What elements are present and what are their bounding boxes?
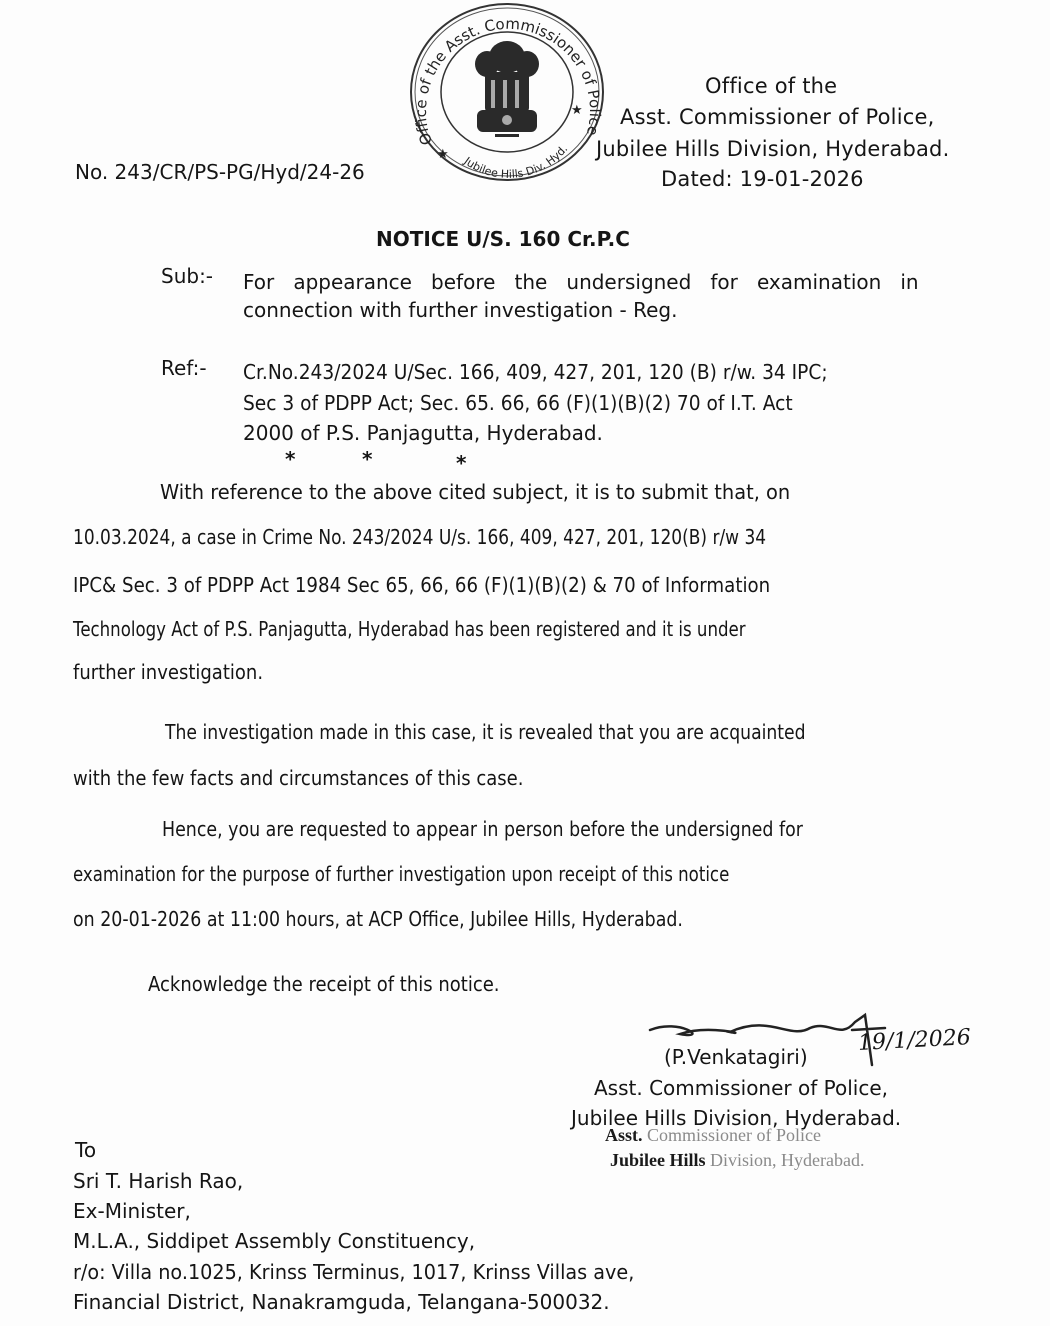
office-line-1: Office of the (705, 74, 838, 98)
svg-text:★: ★ (437, 147, 449, 162)
para3-line-2: examination for the purpose of further investigation upon receipt of this notice (73, 862, 730, 886)
recipient-line-3: M.L.A., Siddipet Assembly Constituency, (73, 1229, 476, 1253)
office-line-2: Asst. Commissioner of Police, (620, 105, 935, 129)
seal-outer-text: Office of the Asst. Commissioner of Police (411, 14, 605, 148)
separator-star-2: * (362, 447, 373, 471)
signatory-designation: Asst. Commissioner of Police, (594, 1076, 888, 1100)
separator-star-3: * (456, 451, 467, 475)
para1-line-4: Technology Act of P.S. Panjagutta, Hyderabad has been registered and it is under (73, 617, 746, 641)
dated: Dated: 19-01-2026 (661, 167, 864, 191)
ref-line-1: Cr.No.243/2024 U/Sec. 166, 409, 427, 201, 120 (B) r/w. 34 IPC; (243, 360, 828, 384)
para1-line-1: With reference to the above cited subject, it is to submit that, on (160, 480, 791, 504)
recipient-line-1: Sri T. Harish Rao, (73, 1169, 244, 1193)
office-line-3: Jubilee Hills Division, Hyderabad. (596, 137, 950, 161)
para1-line-5: further investigation. (73, 660, 264, 684)
para2-line-1: The investigation made in this case, it is revealed that you are acquainted (165, 720, 806, 744)
recipient-to: To (75, 1138, 97, 1162)
handwritten-date: 19/1/2026 (857, 1025, 972, 1056)
notice-title: NOTICE U/S. 160 Cr.P.C (376, 227, 630, 251)
ref-line-2: Sec 3 of PDPP Act; Sec. 65. 66, 66 (F)(1)(B)(2) 70 of I.T. Act (243, 391, 793, 415)
recipient-line-2: Ex-Minister, (73, 1199, 191, 1223)
acknowledge-line: Acknowledge the receipt of this notice. (148, 972, 500, 996)
signatory-division: Jubilee Hills Division, Hyderabad. (571, 1106, 902, 1130)
para3-line-1: Hence, you are requested to appear in person before the undersigned for (162, 817, 803, 841)
recipient-line-4: r/o: Villa no.1025, Krinss Terminus, 1017, Krinss Villas ave, (73, 1260, 635, 1284)
rubber-stamp-line-2: Jubilee Hills Division, Hyderabad. (610, 1150, 865, 1170)
seal-bottom-text: Jubilee Hills Div. Hyd. (461, 142, 571, 181)
signatory-name: (P.Venkatagiri) (664, 1045, 808, 1069)
separator-star-1: * (285, 447, 296, 471)
ref-label: Ref:- (161, 356, 207, 380)
ref-line-3: 2000 of P.S. Panjagutta, Hyderabad. (243, 421, 603, 445)
para2-line-2: with the few facts and circumstances of this case. (73, 766, 524, 790)
para3-line-3: on 20-01-2026 at 11:00 hours, at ACP Office, Jubilee Hills, Hyderabad. (73, 907, 683, 931)
reference-number: No. 243/CR/PS-PG/Hyd/24-26 (75, 160, 365, 184)
subject-line-1: For appearance before the undersigned for examination in (243, 270, 919, 294)
rubber-stamp-line-1: Asst. Commissioner of Police (605, 1125, 822, 1145)
svg-text:★: ★ (571, 103, 583, 118)
subject-label: Sub:- (161, 264, 214, 288)
subject-line-2: connection with further investigation - Reg. (243, 298, 678, 322)
para1-line-2: 10.03.2024, a case in Crime No. 243/2024 U/s. 166, 409, 427, 201, 120(B) r/w 34 (73, 525, 767, 549)
para1-line-3: IPC& Sec. 3 of PDPP Act 1984 Sec 65, 66, 66 (F)(1)(B)(2) & 70 of Information (73, 573, 771, 597)
recipient-line-5: Financial District, Nanakramguda, Telangana-500032. (73, 1290, 610, 1314)
office-seal (407, 2, 607, 184)
